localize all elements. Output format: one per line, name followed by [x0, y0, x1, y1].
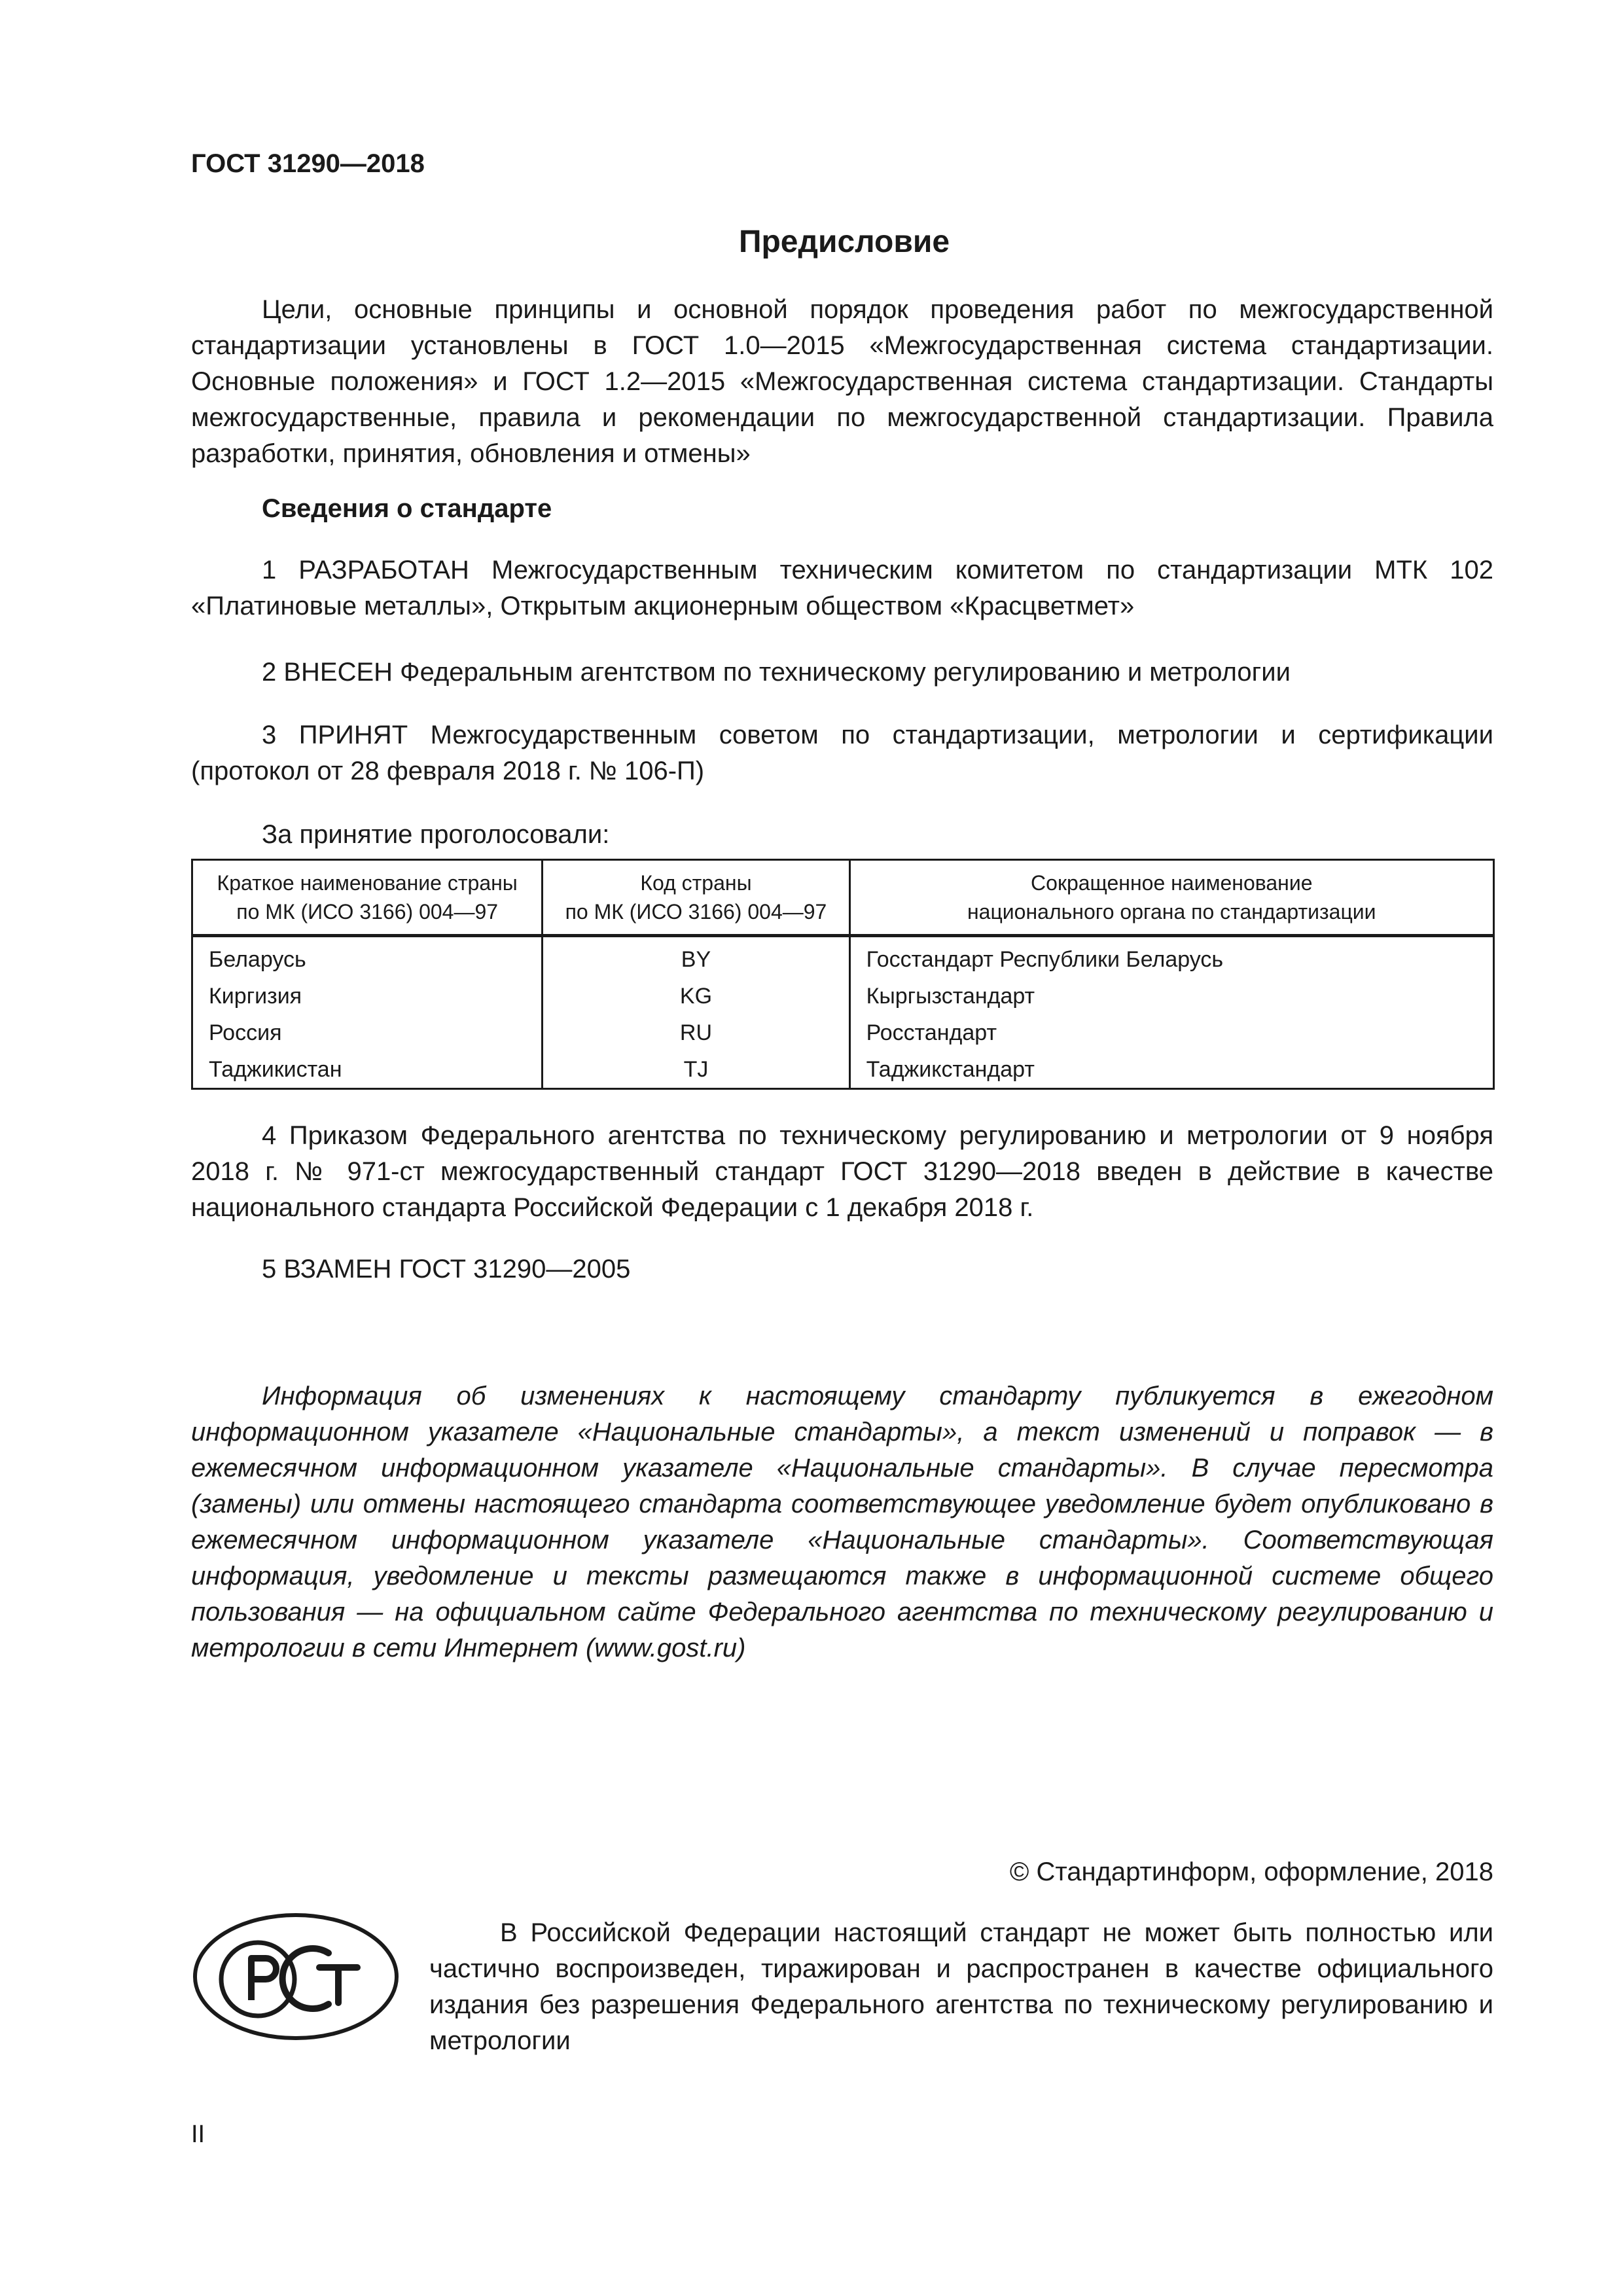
table-row [192, 1051, 1494, 1089]
cell-body: Росстандарт [849, 1014, 1493, 1051]
header-body-line2: национального органа по стандартизации [967, 900, 1376, 924]
cell-body: Таджикстандарт [849, 1051, 1493, 1089]
table-header-row [192, 860, 1494, 936]
cell-body: Госстандарт Республики Беларусь [849, 936, 1493, 978]
document-id: ГОСТ 31290—2018 [191, 149, 425, 178]
copyright-line: © Стандартинформ, оформление, 2018 [1009, 1857, 1493, 1886]
page-number: II [191, 2121, 205, 2148]
cell-country: Беларусь [192, 936, 543, 978]
page-title: Предисловие [738, 224, 950, 259]
cell-code: KG [543, 978, 849, 1014]
header-code-line2: по МК (ИСО 3166) 004—97 [565, 900, 827, 924]
header-code-line1: Код страны [640, 871, 752, 895]
item-developed: 1 РАЗРАБОТАН Межгосударственным техническим комитетом по стандартизации МТК 102 «Платиновые металлы», Открытым акционерным обществом «Красцветмет» [191, 556, 1493, 620]
header-country [192, 860, 543, 936]
header-country-line1: Краткое наименование страны [217, 871, 518, 895]
item-replaces: 5 ВЗАМЕН ГОСТ 31290—2005 [262, 1255, 631, 1283]
cell-code: BY [543, 936, 849, 978]
table-row [192, 936, 1494, 978]
cell-country: Таджикистан [192, 1051, 543, 1089]
item-introduced: 2 ВНЕСЕН Федеральным агентством по техническому регулированию и метрологии [262, 658, 1291, 687]
rst-logo-icon [191, 1911, 401, 2042]
header-body-line1: Сокращенное наименование [1031, 871, 1313, 895]
header-code [543, 860, 849, 936]
voting-table [191, 859, 1495, 1090]
intro-paragraph: Цели, основные принципы и основной порядок проведения работ по межгосударственной стандартизации установлены в ГОСТ 1.0—2015 «Межгосударственная система стандартизации. Основные положения» и ГОСТ 1.2—2015 «Межгосударственная система стандартизации. Стандарты межгосударственные, правила и рекомендации по межгосударственной стандартизации. Правила разработки, принятия, обновления и отмены» [191, 295, 1493, 468]
cell-country: Киргизия [192, 978, 543, 1014]
header-country-line2: по МК (ИСО 3166) 004—97 [236, 900, 499, 924]
item-adopted: 3 ПРИНЯТ Межгосударственным советом по стандартизации, метрологии и сертификации (протокол от 28 февраля 2018 г. № 106-П) [191, 721, 1493, 785]
table-row [192, 978, 1494, 1014]
table-row [192, 1014, 1494, 1051]
changes-info-note: Информация об изменениях к настоящему стандарту публикуется в ежегодном информационном указателе «Национальные стандарты», а текст изменений и поправок — в ежемесячном информационном указателе «Национальные стандарты». В случае пересмотра (замены) или отмены настоящего стандарта соответствующее уведомление будет опубликовано в ежемесячном информационном указателе «Национальные стандарты». Соответствующая информация, уведомление и тексты размещаются также в информационной системе общего пользования — на официальном сайте Федерального агентства по техническому регулированию и метрологии в сети Интернет (www.gost.ru) [191, 1382, 1493, 1662]
item-order: 4 Приказом Федерального агентства по техническому регулированию и метрологии от 9 ноября 2018 г. № 971-ст межгосударственный стандарт ГОСТ 31290—2018 введен в действие в качестве национального стандарта Российской Федерации с 1 декабря 2018 г. [191, 1121, 1493, 1222]
cell-code: RU [543, 1014, 849, 1051]
cell-code: TJ [543, 1051, 849, 1089]
cell-country: Россия [192, 1014, 543, 1051]
copyright-notice: В Российской Федерации настоящий стандарт не может быть полностью или частично воспроизведен, тиражирован и распространен в качестве официального издания без разрешения Федерального агентства по техническому регулированию и метрологии [429, 1918, 1493, 2055]
voted-label: За принятие проголосовали: [262, 820, 610, 849]
cell-body: Кыргызстандарт [849, 978, 1493, 1014]
header-body [849, 860, 1493, 936]
section-heading: Сведения о стандарте [262, 494, 552, 523]
